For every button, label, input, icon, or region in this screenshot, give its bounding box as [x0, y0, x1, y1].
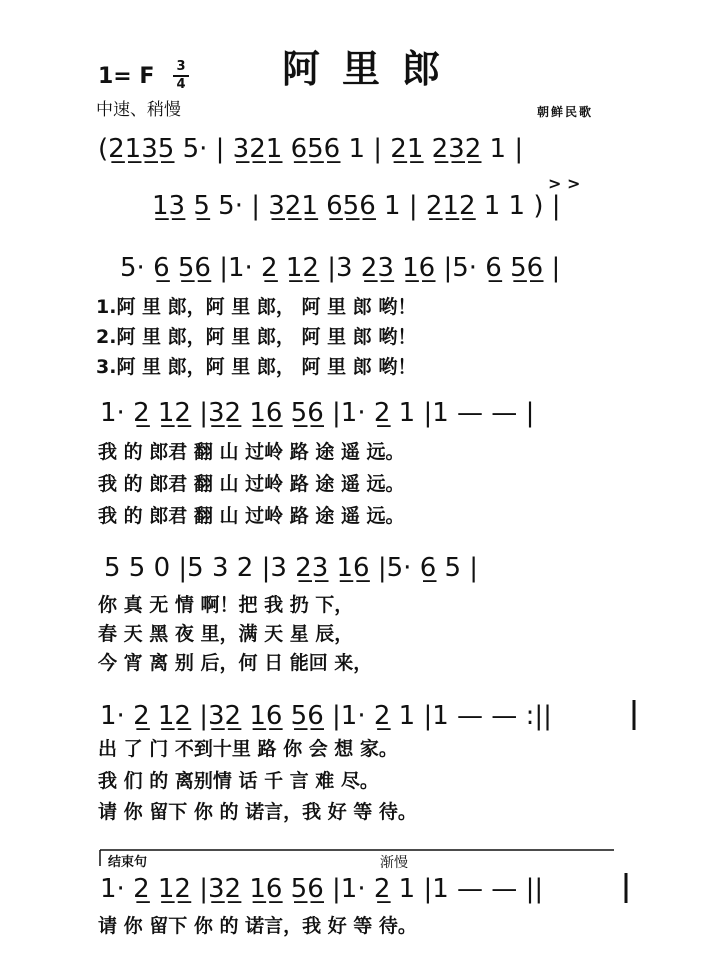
- key-signature: 1= F: [98, 64, 155, 89]
- intro-notes-line-2: 1̲3̲ 5̲ 5· | 3̲2̲1̲ 6̲5̲6̲ 1 | 2̲1̲2̲ 1 1 ) |: [152, 191, 561, 221]
- ending-notes: 1· 2̲ 1̲2̲ |3̲2̲ 1̲6̲ 5̲6̲ |1· 2̲ 1 |1 — — ||: [100, 874, 544, 904]
- section-3-notes: 5 5 0 |5 3 2 |3 2̲3̲ 1̲6̲ |5· 6̲ 5 |: [104, 553, 479, 583]
- section-4-lyric-3: 请 你 留下 你 的 诺言，我 好 等 待。: [98, 801, 417, 823]
- section-3-lyric-1: 你 真 无 情 啊！把 我 扔 下，: [98, 594, 354, 616]
- section-2-lyric-1: 我 的 郎君 翻 山 过岭 路 途 遥 远。: [98, 441, 405, 463]
- section-2-lyric-3: 我 的 郎君 翻 山 过岭 路 途 遥 远。: [98, 505, 405, 527]
- section-4-lyric-2: 我 们 的 离别情 话 千 言 难 尽。: [98, 770, 379, 792]
- section-1-lyric-2: 2.阿 里 郎，阿 里 郎， 阿 里 郎 哟！: [96, 326, 417, 348]
- ritardando-marking: 渐慢: [380, 855, 408, 871]
- section-1-notes: 5· 6̲ 5̲6̲ |1· 2̲ 1̲2̲ |3 2̲3̲ 1̲6̲ |5· 6̲ 5̲6̲ |: [120, 253, 561, 283]
- time-signature-top: 3: [176, 59, 186, 74]
- song-title: 阿里郎: [282, 47, 463, 91]
- tempo-marking: 中速、稍慢: [96, 100, 181, 120]
- ending-label: 结束句: [108, 855, 148, 870]
- section-4-notes: 1· 2̲ 1̲2̲ |3̲2̲ 1̲6̲ 5̲6̲ |1· 2̲ 1 |1 — — :||: [100, 701, 552, 731]
- section-1-lyric-1: 1.阿 里 郎，阿 里 郎， 阿 里 郎 哟！: [96, 296, 417, 318]
- time-signature-bottom: 4: [176, 77, 186, 92]
- song-origin: 朝鲜民歌: [537, 105, 594, 119]
- section-3-lyric-2: 春 天 黑 夜 里，满 天 星 辰，: [98, 623, 354, 645]
- section-2-lyric-2: 我 的 郎君 翻 山 过岭 路 途 遥 远。: [98, 473, 405, 495]
- section-4-lyric-1: 出 了 门 不到十里 路 你 会 想 家。: [98, 738, 398, 760]
- section-1-lyric-3: 3.阿 里 郎，阿 里 郎， 阿 里 郎 哟！: [96, 356, 417, 378]
- section-3-lyric-3: 今 宵 离 别 后，何 日 能回 来，: [98, 652, 373, 674]
- intro-notes-line-1: (2̲1̲3̲5̲ 5· | 3̲2̲1̲ 6̲5̲6̲ 1 | 2̲1̲ 2̲3̲2̲ 1 |: [98, 134, 524, 164]
- accent-marks: > >: [548, 174, 581, 193]
- ending-lyric: 请 你 留下 你 的 诺言，我 好 等 待。: [98, 915, 417, 937]
- section-2-notes: 1· 2̲ 1̲2̲ |3̲2̲ 1̲6̲ 5̲6̲ |1· 2̲ 1 |1 — — |: [100, 398, 535, 428]
